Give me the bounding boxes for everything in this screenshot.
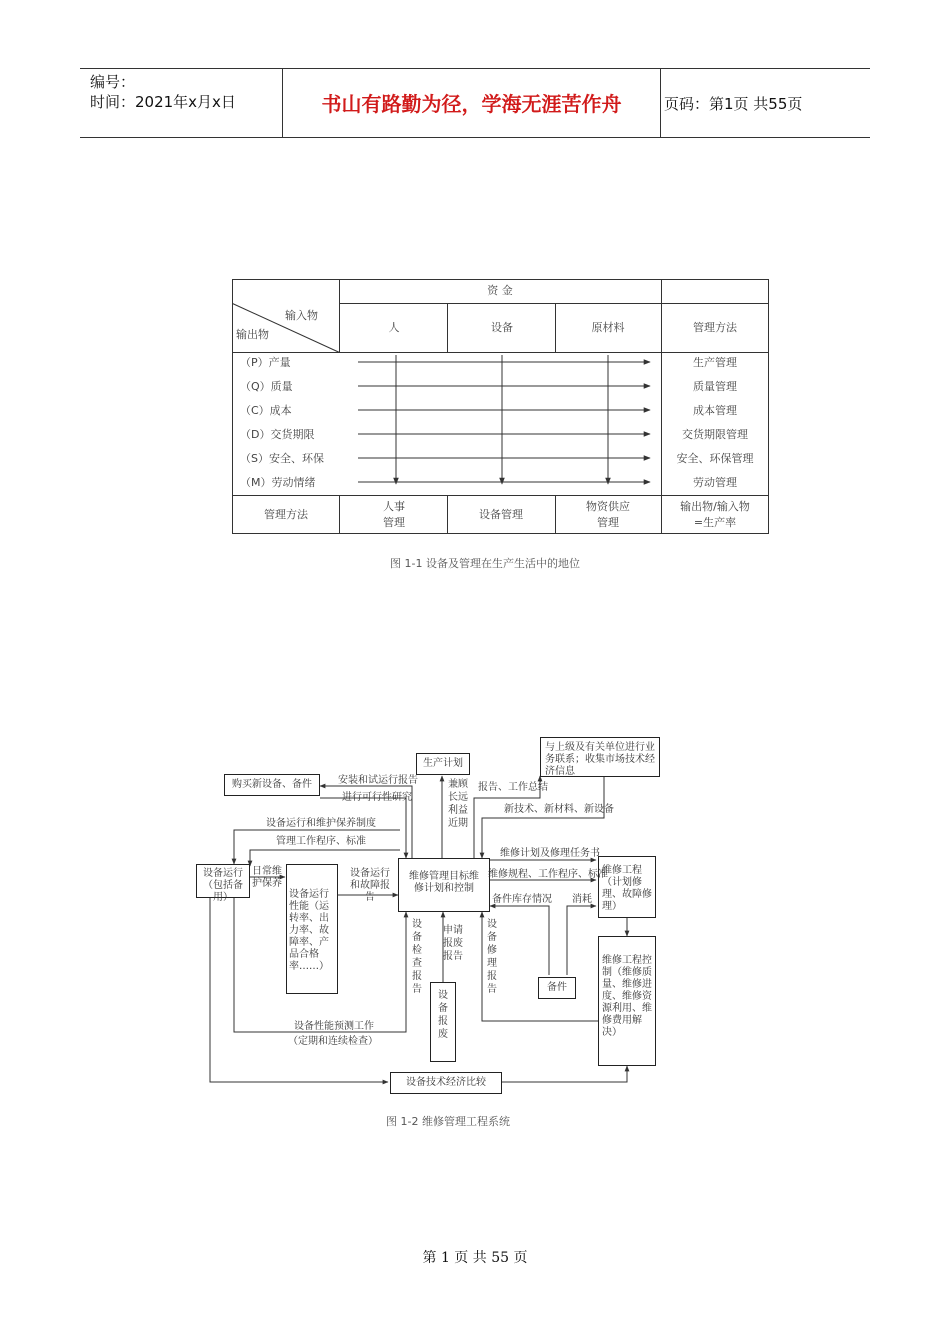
- footer-cell: =生产率: [693, 516, 737, 529]
- row-method: 成本管理: [693, 404, 737, 417]
- maintenance-engineering-box: 维修工程（计划修理、故障修理）: [598, 856, 656, 918]
- maintenance-control-box: 维修工程控制（维修质量、维修进度、维修资源利用、维修费用解决）: [598, 936, 656, 1066]
- header-funds: 资 金: [487, 284, 513, 297]
- column-header: 原材料: [591, 321, 625, 334]
- row-label: （Q）质量: [240, 380, 293, 393]
- row-label: （P）产量: [240, 356, 291, 369]
- row-label: （C）成本: [240, 404, 292, 417]
- task-label: 维修计划及修理任务书: [500, 848, 600, 859]
- apply-scrap-label: 申请报废报告: [443, 925, 463, 962]
- page-info: 页码：第1页 共55页: [664, 95, 803, 113]
- business-info-box: 与上级及有关单位进行业务联系；收集市场技术经济信息: [540, 737, 660, 777]
- column-header: 人: [388, 321, 400, 334]
- row-label: （D）交货期限: [240, 428, 315, 441]
- footer-row-label: 管理方法: [264, 508, 308, 521]
- running-performance-box: 设备运行性能（运转率、出力率、故障率、产品合格率……）: [286, 864, 338, 994]
- run-maint-label: 设备运行和维护保养制度: [266, 818, 376, 829]
- footer-cell: 人事: [383, 500, 405, 513]
- header-motto: 书山有路勤为径，学海无涯苦作舟: [321, 92, 622, 116]
- spare-parts-box: 备件: [538, 977, 576, 999]
- periodic-label: （定期和连续检查）: [288, 1036, 378, 1047]
- column-header: 设备: [491, 321, 513, 334]
- procedure-label: 管理工作程序、标准: [276, 836, 366, 847]
- repair-report-label: 设备修理报告: [487, 919, 497, 995]
- row-method: 交货期限管理: [682, 428, 748, 441]
- footer-cell: 管理: [597, 516, 619, 529]
- serial-number-label: 编号：: [90, 73, 136, 91]
- footer-cell: 管理: [383, 516, 405, 529]
- figure-1-2-caption: 图 1-2 维修管理工程系统: [386, 1115, 510, 1128]
- production-plan-box: 生产计划: [416, 753, 470, 775]
- row-method: 质量管理: [693, 380, 737, 393]
- consume-label: 消耗: [572, 894, 592, 905]
- row-label: （S）安全、环保: [240, 452, 324, 465]
- footer-cell: 设备管理: [479, 508, 523, 521]
- feasibility-label: 进行可行性研究: [342, 792, 412, 803]
- buy-equipment-box: 购买新设备、备件: [224, 774, 320, 796]
- stock-label: 备件库存情况: [492, 894, 552, 905]
- footer-cell: 物资供应: [586, 500, 630, 513]
- new-tech-label: 新技术、新材料、新设备: [504, 804, 614, 815]
- page-footer: 第 1 页 共 55 页: [422, 1250, 528, 1266]
- predict-label: 设备性能预测工作: [294, 1021, 374, 1032]
- corner-output-label: 输出物: [236, 328, 269, 341]
- economic-comparison-box: 设备技术经济比较: [390, 1072, 502, 1094]
- row-method: 生产管理: [693, 356, 737, 369]
- report-summary-label: 报告、工作总结: [478, 782, 548, 793]
- column-header: 管理方法: [693, 321, 737, 334]
- fault-report-label: 设备运行和故障报告: [350, 868, 390, 903]
- time-label: 时间：2021年x月x日: [90, 93, 236, 111]
- footer-cell: 输出物/输入物: [680, 500, 750, 513]
- row-method: 安全、环保管理: [676, 452, 754, 465]
- rules-label: 维修规程、工作程序、标准: [488, 869, 608, 880]
- install-report-label: 安装和试运行报告: [338, 775, 418, 786]
- inspect-report-label: 设备检查报告: [412, 919, 422, 995]
- balance-label: 兼顾长远利益近期: [448, 779, 468, 829]
- daily-maint-label: 日常维护保养: [252, 866, 282, 889]
- equipment-scrap-box: 设备报废: [430, 982, 456, 1062]
- maintenance-target-box: 维修管理目标维修计划和控制: [398, 858, 490, 912]
- row-label: （M）劳动情绪: [240, 476, 316, 489]
- figure-1-1-caption: 图 1-1 设备及管理在生产生活中的地位: [390, 557, 580, 570]
- corner-input-label: 输入物: [285, 309, 318, 322]
- row-method: 劳动管理: [693, 476, 737, 489]
- equipment-running-box: 设备运行（包括备用）: [196, 864, 250, 898]
